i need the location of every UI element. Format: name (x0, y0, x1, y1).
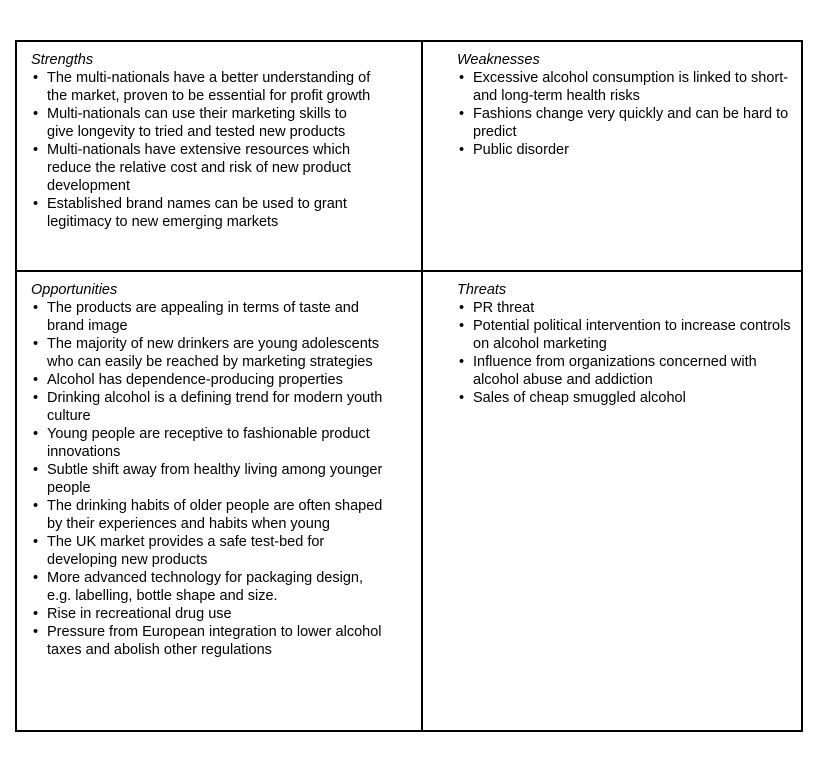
list-item (31, 69, 376, 105)
bullet-icon: • (33, 336, 39, 352)
list-item (31, 605, 386, 623)
bullet-icon: • (33, 624, 39, 640)
list-item (31, 371, 386, 389)
list-item-text: The UK market provides a safe test-bed for developing new products (47, 534, 325, 568)
list-item-text: Established brand names can be used to grant legitimacy to new emerging markets (47, 196, 347, 230)
bullet-icon: • (33, 462, 39, 478)
strengths-list (31, 69, 376, 231)
bullet-icon: • (33, 606, 39, 622)
bullet-icon: • (33, 70, 39, 86)
bullet-icon: • (33, 106, 39, 122)
list-item-text: The drinking habits of older people are often shaped by their experiences and habits when young (47, 498, 383, 532)
list-item-text: Subtle shift away from healthy living among younger people (47, 462, 383, 496)
list-item (457, 141, 792, 159)
bullet-icon: • (33, 390, 39, 406)
list-item-text: The majority of new drinkers are young adolescents who can easily be reached by marketing strategies (47, 336, 380, 370)
list-item (31, 425, 386, 461)
opportunities-heading: Opportunities (31, 282, 118, 298)
list-item-text: Multi-nationals can use their marketing skills to give longevity to tried and tested new products (47, 106, 347, 140)
list-item (31, 533, 386, 569)
bullet-icon: • (459, 106, 465, 122)
list-item (31, 335, 386, 371)
list-item (457, 317, 797, 353)
list-item (31, 497, 386, 533)
weaknesses-heading: Weaknesses (457, 52, 540, 68)
list-item (31, 105, 376, 141)
bullet-icon: • (33, 570, 39, 586)
list-item-text: The products are appealing in terms of taste and brand image (47, 300, 359, 334)
bullet-icon: • (33, 498, 39, 514)
list-item (31, 461, 386, 497)
strengths-heading: Strengths (31, 52, 94, 68)
list-item (457, 299, 797, 317)
bullet-icon: • (459, 142, 465, 158)
list-item-text: More advanced technology for packaging design, e.g. labelling, bottle shape and size. (47, 570, 363, 604)
strengths-cell (17, 42, 423, 272)
list-item (31, 141, 376, 195)
weaknesses-cell (423, 42, 801, 272)
bullet-icon: • (33, 300, 39, 316)
opportunities-list (31, 299, 386, 659)
list-item-text: Multi-nationals have extensive resources which reduce the relative cost and risk of new product development (47, 142, 351, 194)
threats-cell (423, 272, 801, 730)
bullet-icon: • (459, 70, 465, 86)
threats-heading: Threats (457, 282, 507, 298)
list-item-text: Sales of cheap smuggled alcohol (473, 390, 686, 406)
list-item (457, 389, 797, 407)
swot-table (15, 40, 803, 732)
list-item-text: Young people are receptive to fashionable product innovations (47, 426, 370, 460)
list-item (457, 105, 792, 141)
list-item-text: The multi-nationals have a better understanding of the market, proven to be essential for profit growth (47, 70, 371, 104)
list-item (457, 69, 792, 105)
list-item-text: PR threat (473, 300, 535, 316)
list-item (31, 389, 386, 425)
bullet-icon: • (459, 300, 465, 316)
bullet-icon: • (33, 426, 39, 442)
list-item (31, 195, 376, 231)
list-item-text: Excessive alcohol consumption is linked to short- and long-term health risks (473, 70, 789, 104)
bullet-icon: • (33, 142, 39, 158)
list-item-text: Influence from organizations concerned with alcohol abuse and addiction (473, 354, 757, 388)
bullet-icon: • (459, 354, 465, 370)
weaknesses-list (457, 69, 792, 159)
list-item (31, 623, 386, 659)
bullet-icon: • (33, 372, 39, 388)
list-item-text: Alcohol has dependence-producing properties (47, 372, 343, 388)
list-item-text: Pressure from European integration to lower alcohol taxes and abolish other regulations (47, 624, 382, 658)
list-item-text: Public disorder (473, 142, 569, 158)
list-item (31, 299, 386, 335)
opportunities-cell (17, 272, 423, 730)
bullet-icon: • (33, 196, 39, 212)
bullet-icon: • (33, 534, 39, 550)
bullet-icon: • (459, 318, 465, 334)
threats-list (457, 299, 797, 407)
bullet-icon: • (459, 390, 465, 406)
list-item-text: Fashions change very quickly and can be hard to predict (473, 106, 789, 140)
list-item-text: Drinking alcohol is a defining trend for modern youth culture (47, 390, 383, 424)
list-item-text: Rise in recreational drug use (47, 606, 232, 622)
list-item (457, 353, 797, 389)
list-item (31, 569, 386, 605)
list-item-text: Potential political intervention to increase controls on alcohol marketing (473, 318, 791, 352)
